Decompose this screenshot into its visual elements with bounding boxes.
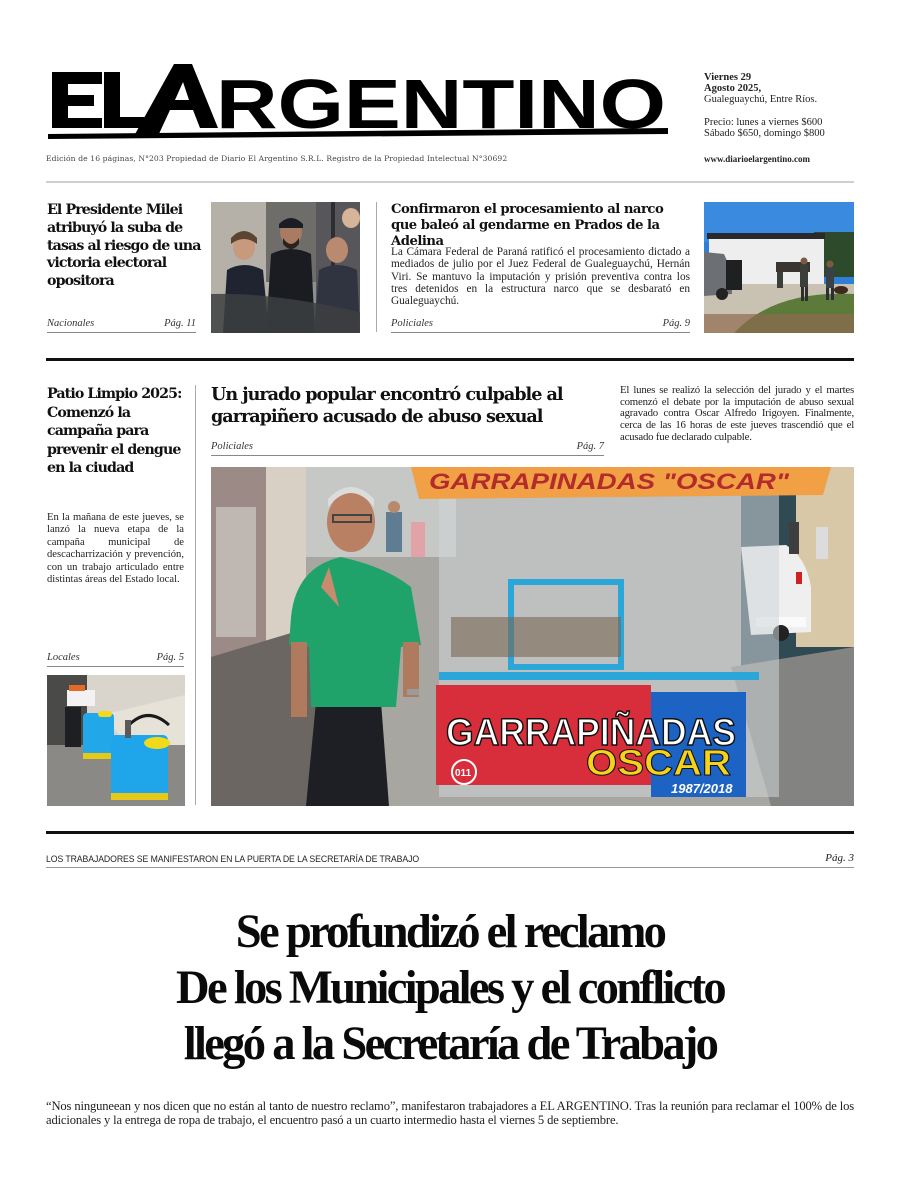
- awning-text: GARRAPINADAS "OSCAR": [429, 469, 790, 494]
- story-body-dengue: En la mañana de este jueves, se lanzó la nueva etapa de la campaña municipal de descacharrización y prevención, con un trabajo articulado entre distintas áreas del Estado local.: [47, 512, 184, 586]
- story-headline-dengue[interactable]: Patio Limpio 2025: Comenzó la campaña para prevenir el dengue en la ciudad: [47, 386, 182, 477]
- story-body-narco: La Cámara Federal de Paraná ratificó el procesamiento dictado a mediados de julio por el Juez Federal de Gualeguaychú, Hernán Viri. Se mantuvo la imputación y prisión preventiva contra los tres detenidos en la estructura narco que se desbarató en Gualeguaychú.: [391, 246, 690, 308]
- section-divider: [46, 358, 854, 361]
- page-ref: Pág. 5: [156, 652, 184, 663]
- column-divider: [195, 385, 196, 805]
- story-body-jurado: El lunes se realizó la selección del jurado y el martes comenzó el debate por la imputación de abuso sexual agravado contra Oscar Alfredo Irigoyen. Finalmente, cerca de las 16 horas de este jueves trascendió que el acusado fue declarado culpable.: [620, 384, 854, 443]
- cart-years-text: 1987/2018: [671, 781, 733, 796]
- story-meta-narco: [391, 318, 690, 333]
- section-label[interactable]: Policiales: [211, 441, 253, 452]
- page-ref: Pág. 11: [164, 318, 196, 329]
- date-day: Viernes 29: [704, 72, 752, 83]
- cart-owner-text: OSCAR: [586, 742, 731, 783]
- lead-kicker: LOS TRABAJADORES SE MANIFESTARON EN LA PUERTA DE LA SECRETARÍA DE TRABAJO: [46, 853, 420, 864]
- newspaper-logo[interactable]: [46, 62, 672, 140]
- photo-garrapinadas-cart[interactable]: [211, 467, 854, 806]
- lead-headline-line: llegó a la Secretaría de Trabajo: [183, 1017, 717, 1070]
- lead-body: “Nos ninguneean y nos dicen que no están al tanto de nuestro reclamo”, manifestaron trabajadores a EL ARGENTINO. Tras la reunión para reclamar el 100% de los adicionales y la entrega de ropa de trabajo, el encuentro pasó a un cuarto intermedio hasta el viernes 5 de septiembre.: [46, 1099, 854, 1127]
- lead-headline-line: Se profundizó el reclamo: [235, 905, 665, 958]
- price-weekend: Sábado $650, domingo $800: [704, 128, 825, 139]
- page-ref: Pág. 7: [576, 441, 604, 452]
- edition-location: Gualeguaychú, Entre Ríos.: [704, 94, 818, 105]
- lead-kicker-row: [46, 852, 854, 868]
- story-headline-milei[interactable]: El Presidente Milei atribuyó la suba de tasas al riesgo de una victoria electoral opositora: [47, 202, 201, 290]
- lead-divider: [46, 831, 854, 834]
- lead-page-ref: Pág. 3: [825, 852, 854, 864]
- lead-headline[interactable]: [72, 904, 829, 1072]
- price-weekday: Precio: lunes a viernes $600: [704, 117, 823, 128]
- cart-badge-text: 011: [455, 768, 472, 779]
- photo-sprayers[interactable]: [47, 675, 185, 806]
- date-month-year: Agosto 2025,: [704, 83, 762, 94]
- edition-date-block: [704, 72, 874, 139]
- story-meta-jurado: [211, 441, 604, 456]
- story-meta-milei: [47, 318, 196, 333]
- edition-info: Edición de 16 páginas, N°203 Propiedad de Diario El Argentino S.R.L. Registro de la Propiedad Intelectual N°30692: [46, 154, 508, 163]
- logo-wordmark: [46, 62, 672, 140]
- section-label[interactable]: Policiales: [391, 318, 433, 329]
- section-label[interactable]: Locales: [47, 652, 80, 663]
- column-divider: [376, 202, 377, 332]
- story-meta-dengue: [47, 652, 184, 667]
- cart-name-text: GARRAPIÑADAS: [446, 712, 757, 754]
- website-link[interactable]: www.diarioelargentino.com: [704, 154, 810, 164]
- page-ref: Pág. 9: [662, 318, 690, 329]
- section-label[interactable]: Nacionales: [47, 318, 95, 329]
- photo-police-raid[interactable]: [704, 202, 854, 333]
- masthead-divider: [46, 181, 854, 183]
- story-headline-narco[interactable]: Confirmaron el procesamiento al narco que baleó al gendarme en Prados de la Adelina: [391, 202, 664, 249]
- svg-text:RGENTINO: RGENTINO: [216, 65, 666, 140]
- story-headline-jurado[interactable]: Un jurado popular encontró culpable al garrapiñero acusado de abuso sexual: [211, 384, 563, 427]
- photo-milei[interactable]: [211, 202, 360, 333]
- lead-headline-line: De los Municipales y el conflicto: [176, 961, 724, 1014]
